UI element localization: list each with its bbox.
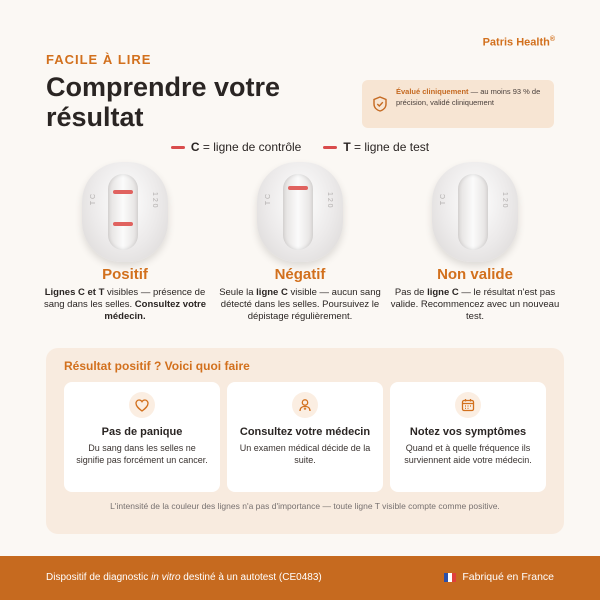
desc-text: visible — aucun sang détecté dans les selles. Poursuivez le dépistage régulièrement. (220, 287, 381, 322)
legend-test (323, 140, 429, 154)
result-positive (40, 162, 210, 323)
result-window (108, 174, 138, 250)
desc-text: — le résultat n'est pas valide. Recommencez avec un nouveau test. (390, 287, 560, 322)
legend-c-label: = ligne de contrôle (199, 140, 302, 154)
clinical-badge (362, 80, 554, 128)
desc-text: Pas de (394, 287, 428, 298)
legend-c-key: C (190, 140, 200, 154)
made-in-label: Fabriqué en France (462, 571, 554, 583)
result-name: Négatif (274, 266, 326, 283)
brand-mark: ® (549, 36, 555, 43)
badge-text: — au moins 93 % de précision, validé cliniquement (396, 87, 541, 107)
card-title: Pas de panique (101, 426, 183, 438)
brand-logo (483, 36, 555, 49)
panel-title: Résultat positif ? Voici quoi faire (64, 359, 250, 373)
line-legend (0, 140, 600, 154)
card-text: Un examen médical décide de la suite. (239, 443, 371, 465)
french-flag-icon (444, 573, 456, 582)
action-card-no-panic (64, 382, 220, 492)
legend-line-swatch (171, 146, 185, 149)
positive-actions-panel (46, 348, 564, 534)
device-label-right: 1 2 0 (501, 192, 508, 208)
device-label-right: 1 2 0 (326, 192, 333, 208)
result-window (458, 174, 488, 250)
legend-control-text (191, 140, 301, 154)
shield-check-icon (373, 96, 387, 112)
card-title: Consultez votre médecin (239, 426, 371, 438)
brand-name: Patris Health (482, 36, 550, 49)
made-in-france (444, 571, 554, 583)
card-text: Quand et à quelle fréquence ils surviennent aide votre médecin. (404, 443, 532, 465)
calendar-icon (455, 392, 481, 418)
page-title: Comprendre votre résultat (46, 72, 281, 132)
result-name: Non valide (437, 266, 513, 283)
eyebrow-label: FACILE À LIRE (46, 52, 152, 67)
badge-strong: Évalué cliniquement (396, 87, 469, 96)
control-line (288, 186, 308, 190)
action-card-consult (227, 382, 383, 492)
card-title: Notez vos symptômes (409, 426, 527, 438)
footer-bar (0, 556, 600, 600)
result-description (215, 287, 385, 323)
result-description (390, 287, 560, 323)
test-line (113, 222, 133, 226)
action-card-symptoms (390, 382, 546, 492)
footer-regulatory-text (46, 572, 322, 583)
heart-icon (129, 392, 155, 418)
result-negative (215, 162, 385, 323)
result-name: Positif (102, 266, 148, 283)
test-device-image (257, 162, 343, 262)
test-device-image (432, 162, 518, 262)
footer-text: Dispositif de diagnostic (46, 572, 152, 583)
desc-strong: ligne C (256, 287, 288, 298)
control-line (113, 190, 133, 194)
test-device-image (82, 162, 168, 262)
result-invalid (390, 162, 560, 323)
legend-line-swatch (323, 146, 337, 149)
device-label-left: T C (440, 194, 447, 206)
legend-test-text (343, 140, 429, 154)
card-text: Du sang dans les selles ne signifie pas forcément un cancer. (76, 443, 208, 465)
legend-control (171, 140, 301, 154)
footer-italic: in vitro (151, 572, 181, 583)
device-label-right: 1 2 0 (151, 192, 158, 208)
footer-text: destiné à un autotest (CE0483) (180, 572, 322, 583)
desc-text: visibles — présence de sang dans les selles. (43, 287, 206, 310)
result-description (40, 287, 210, 323)
legend-t-label: = ligne de test (350, 140, 430, 154)
desc-strong: ligne C (427, 287, 459, 298)
intensity-note: L'intensité de la couleur des lignes n'a pas d'importance — toute ligne T visible compte comme positive. (110, 501, 500, 511)
desc-text: Seule la (219, 287, 257, 298)
device-label-left: T C (265, 194, 272, 206)
doctor-icon (292, 392, 318, 418)
device-label-left: T C (90, 194, 97, 206)
legend-t-key: T (343, 140, 351, 154)
desc-strong: Lignes C et T (44, 287, 105, 298)
desc-strong: Consultez votre médecin. (104, 299, 207, 322)
